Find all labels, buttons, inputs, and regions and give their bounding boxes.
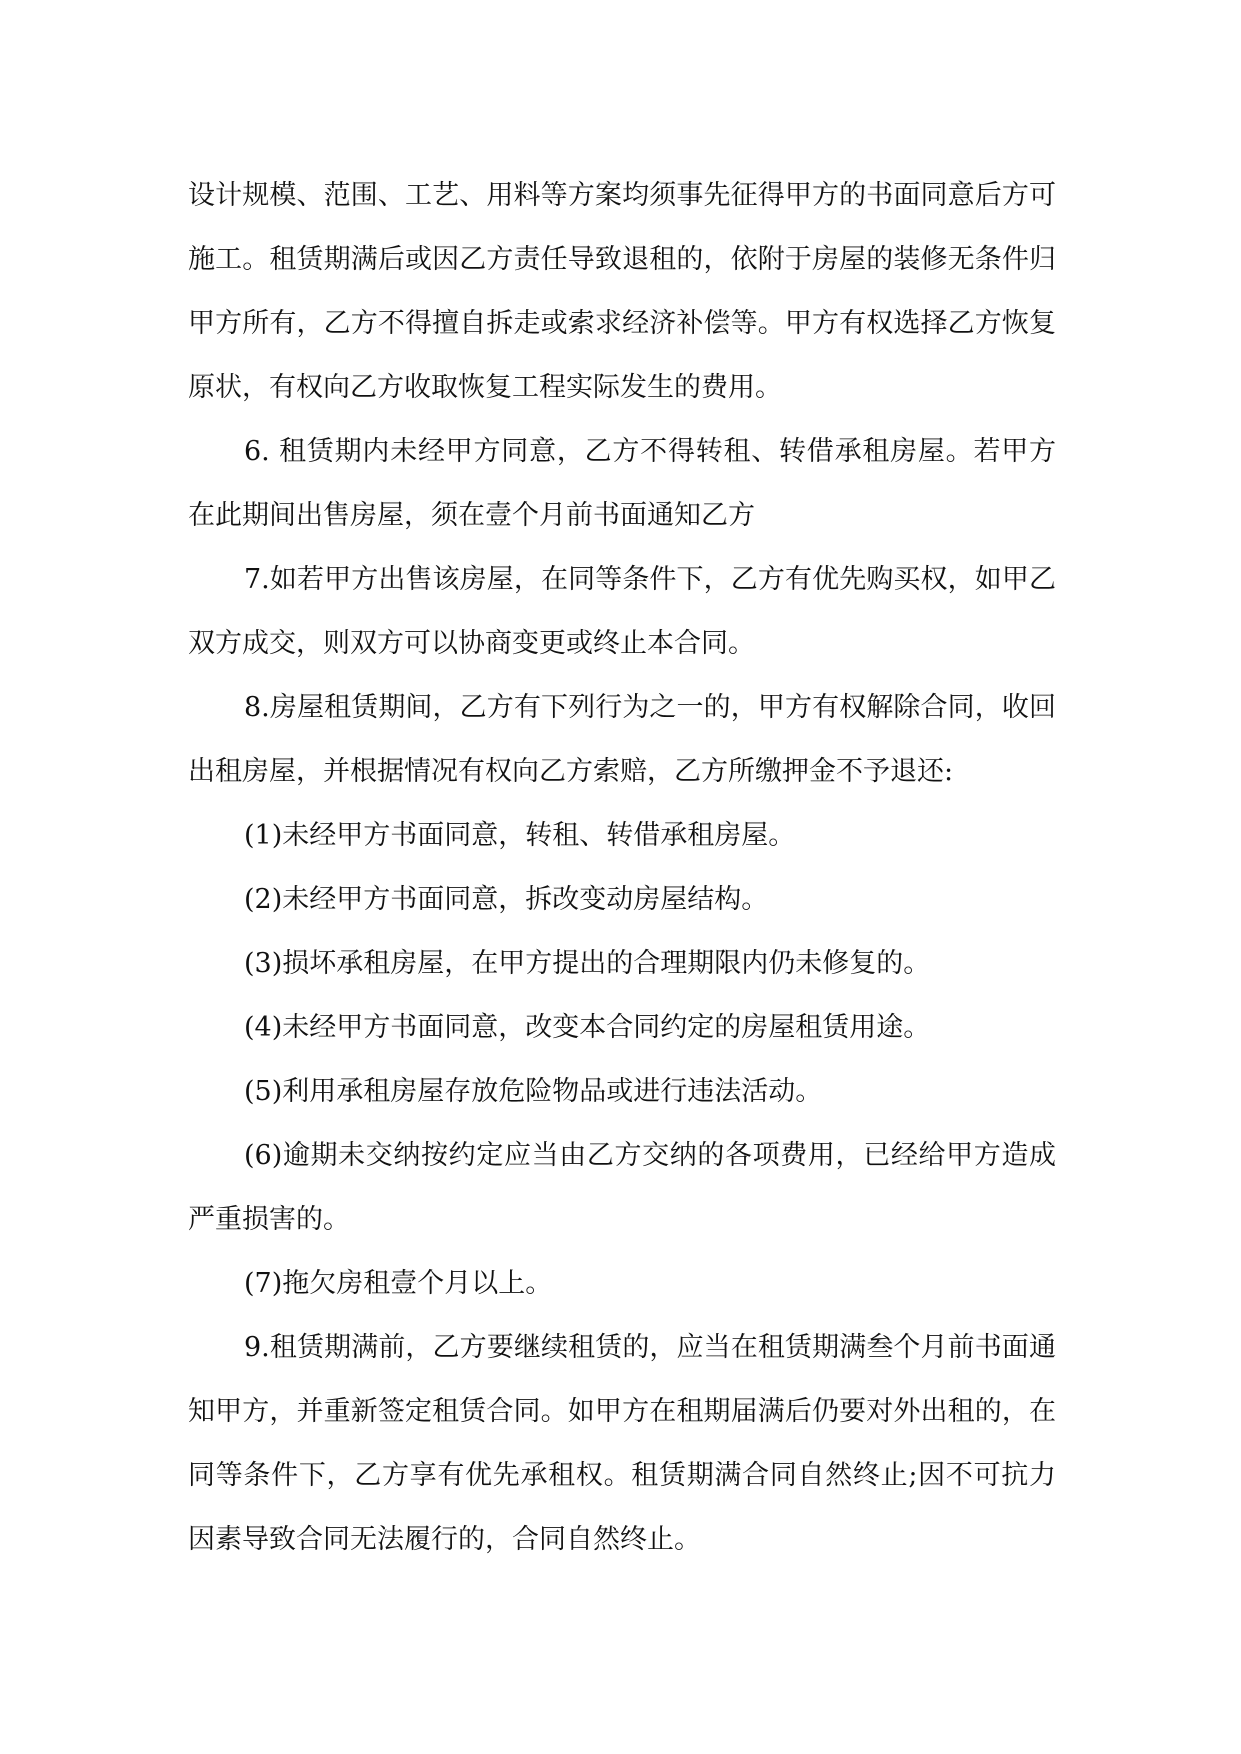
list-item-8-2: (2)未经甲方书面同意，拆改变动房屋结构。 xyxy=(244,884,769,915)
list-item-8-7: (7)拖欠房租壹个月以上。 xyxy=(244,1268,553,1299)
list-item-8-4: (4)未经甲方书面同意，改变本合同约定的房屋租赁用途。 xyxy=(244,1012,931,1043)
paragraph-renovation-terms: 设计规模、范围、工艺、用料等方案均须事先征得甲方的书面同意后方可施工。租赁期满后或因乙方责任导致退租的，依附于房屋的装修无条件归甲方所有，乙方不得擅自拆走或索求经济补偿等。甲方有权选择乙方恢复原状，有权向乙方收取恢复工程实际发生的费用。 xyxy=(188,180,1056,403)
document-body xyxy=(188,164,1056,1572)
list-item-8-6: (6)逾期未交纳按约定应当由乙方交纳的各项费用，已经给甲方造成严重损害的。 xyxy=(188,1140,1056,1235)
paragraph-clause-9: 9.租赁期满前，乙方要继续租赁的，应当在租赁期满叁个月前书面通知甲方，并重新签定租赁合同。如甲方在租期届满后仍要对外出租的，在同等条件下，乙方享有优先承租权。租赁期满合同自然终止;因不可抗力因素导致合同无法履行的，合同自然终止。 xyxy=(188,1332,1056,1555)
list-item-8-5: (5)利用承租房屋存放危险物品或进行违法活动。 xyxy=(244,1076,823,1107)
list-item-8-1: (1)未经甲方书面同意，转租、转借承租房屋。 xyxy=(244,820,796,851)
paragraph-clause-6: 6. 租赁期内未经甲方同意，乙方不得转租、转借承租房屋。若甲方在此期间出售房屋，须在壹个月前书面通知乙方 xyxy=(188,436,1056,531)
paragraph-clause-7: 7.如若甲方出售该房屋，在同等条件下，乙方有优先购买权，如甲乙双方成交，则双方可以协商变更或终止本合同。 xyxy=(188,564,1056,659)
paragraph-clause-8: 8.房屋租赁期间，乙方有下列行为之一的，甲方有权解除合同，收回出租房屋，并根据情况有权向乙方索赔，乙方所缴押金不予退还: xyxy=(188,692,1056,787)
list-item-8-3: (3)损坏承租房屋，在甲方提出的合理期限内仍未修复的。 xyxy=(244,948,931,979)
